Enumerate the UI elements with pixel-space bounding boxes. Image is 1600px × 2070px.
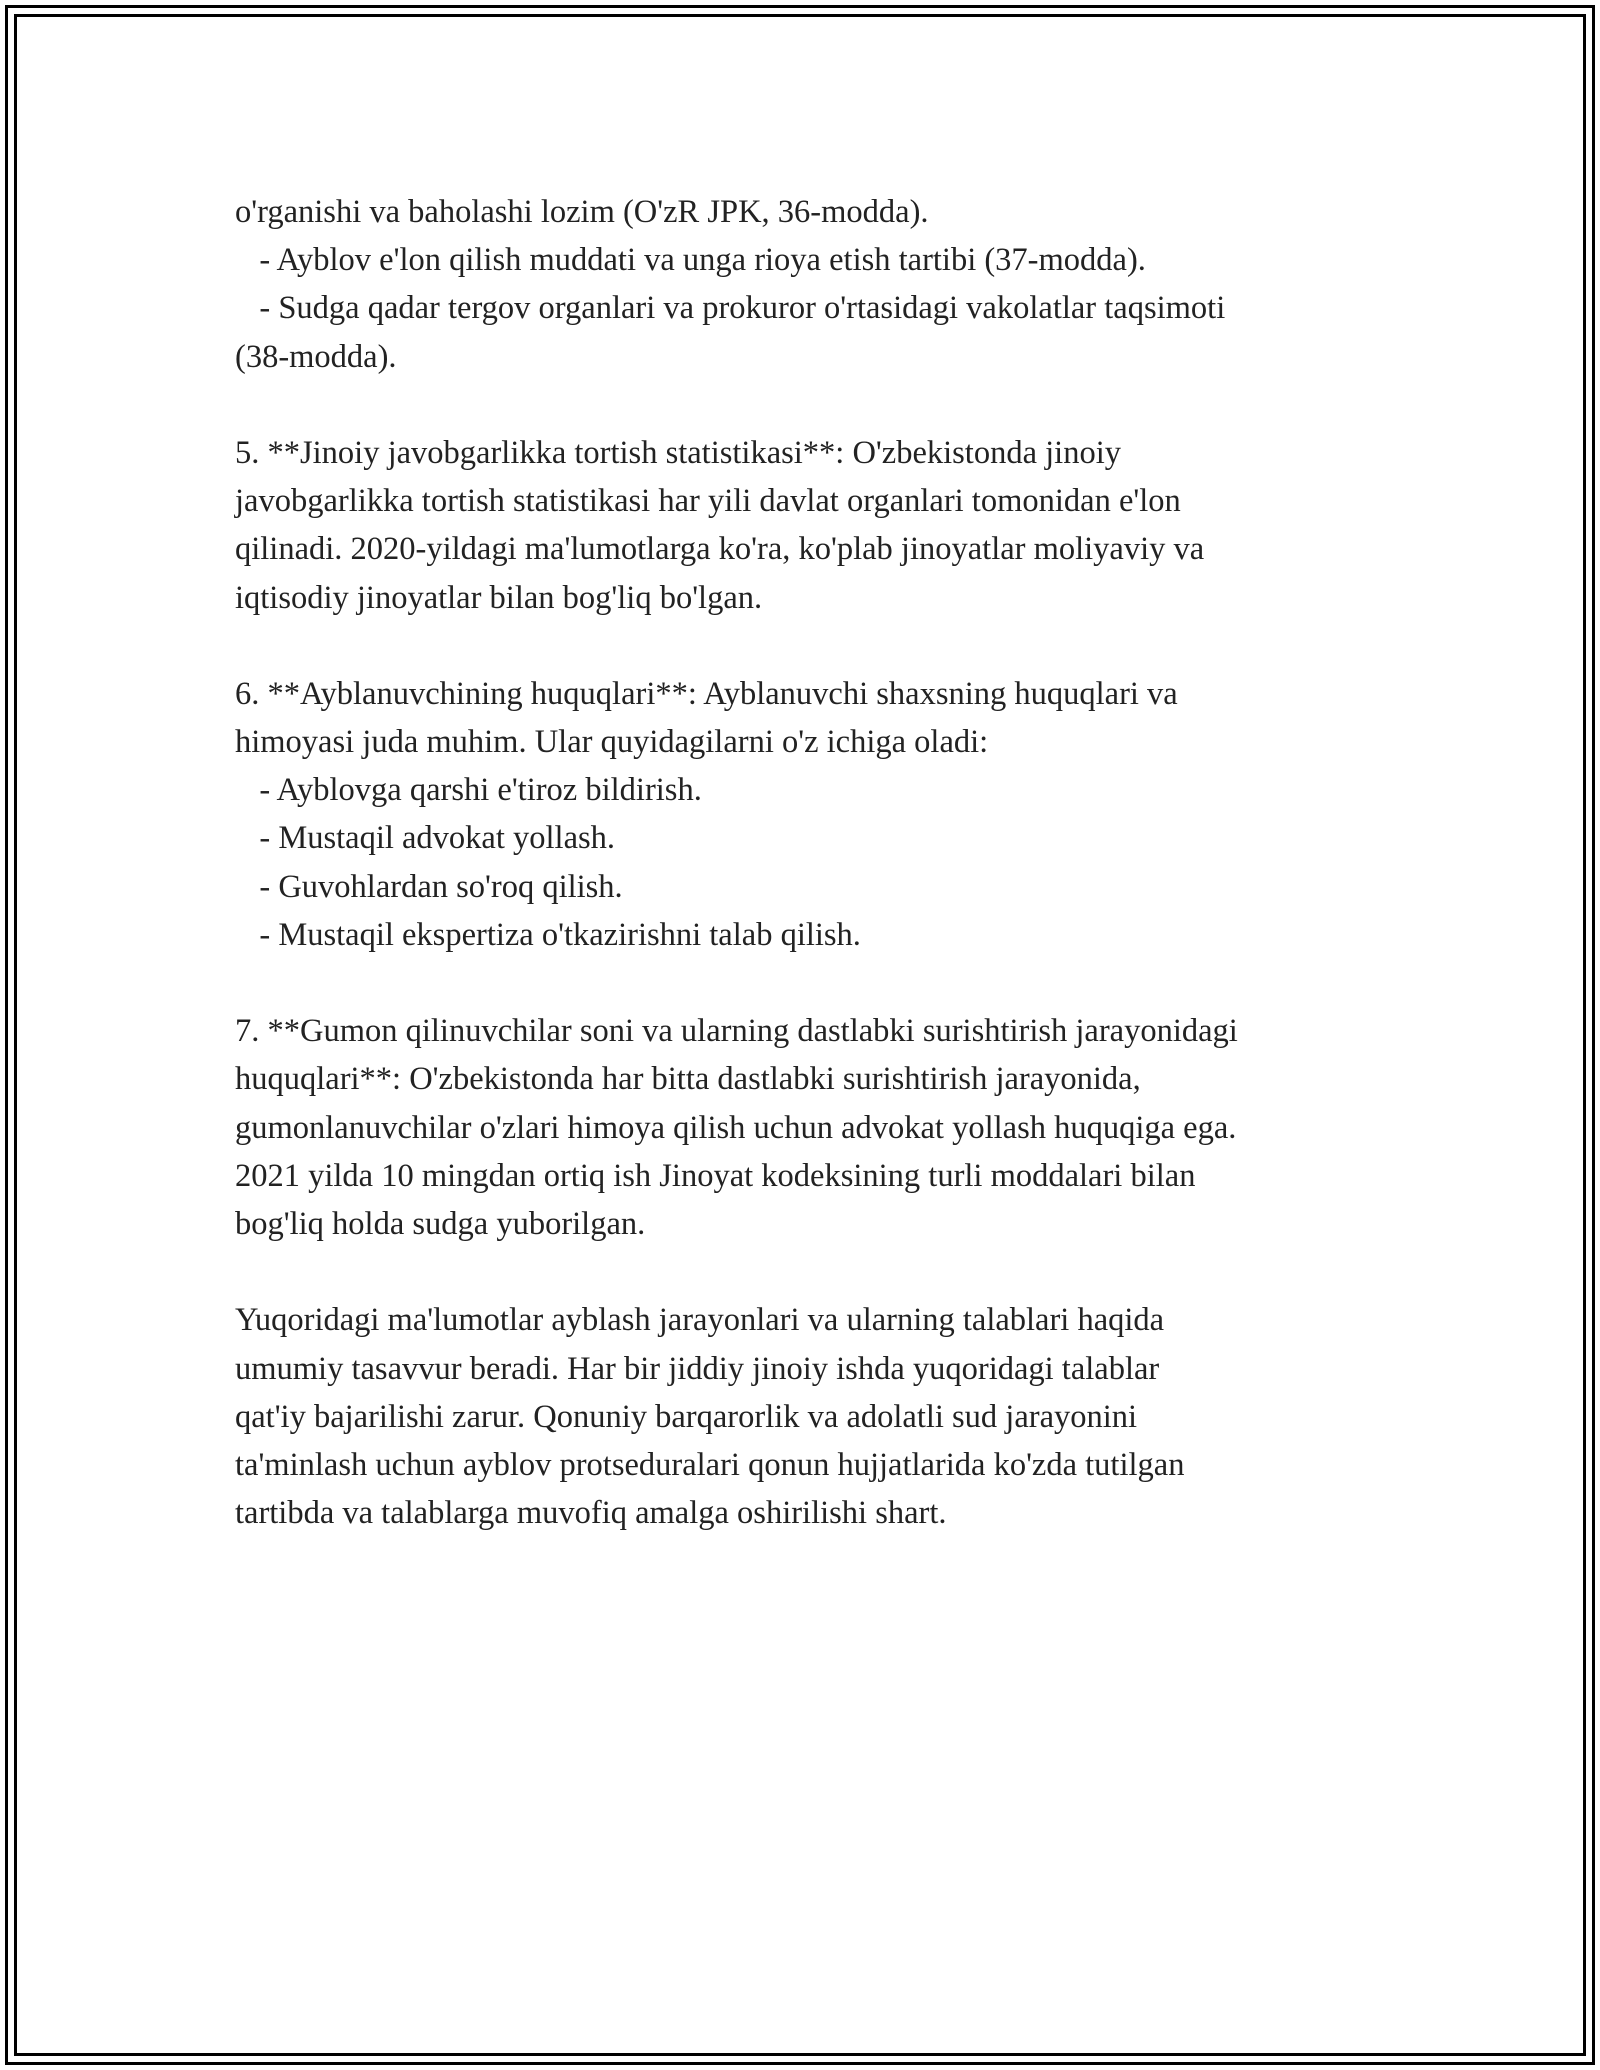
text-line: 6. **Ayblanuvchining huquqlari**: Ayblanuvchi shaxsning huquqlari va [235,675,1178,712]
continuation-paragraph [235,188,1395,381]
text-line: himoyasi juda muhim. Ular quyidagilarni o'z ichiga oladi: [235,724,989,761]
section-5-paragraph [235,429,1395,622]
paragraph-spacer [235,622,1395,670]
list-item: - Ayblov e'lon qilish muddati va unga rioya etish tartibi (37-modda). [235,242,1146,279]
text-line: tartibda va talablarga muvofiq amalga oshirilishi shart. [235,1495,947,1532]
list-item: - Sudga qadar tergov organlari va prokuror o'rtasidagi vakolatlar taqsimoti [235,290,1226,327]
text-line: bog'liq holda sudga yuborilgan. [235,1205,646,1242]
document-body [235,188,1395,1537]
list-item: - Mustaqil ekspertiza o'tkazirishni talab qilish. [235,916,861,953]
text-line: (38-modda). [235,338,397,375]
text-line: 5. **Jinoiy javobgarlikka tortish statistikasi**: O'zbekistonda jinoiy [235,434,1121,471]
list-item: - Mustaqil advokat yollash. [235,820,616,857]
text-line: huquqlari**: O'zbekistonda har bitta dastlabki surishtirish jarayonida, [235,1061,1141,1098]
text-line: Yuqoridagi ma'lumotlar ayblash jarayonlari va ularning talablari haqida [235,1302,1165,1339]
text-line: 7. **Gumon qilinuvchilar soni va ularning dastlabki surishtirish jarayonidagi [235,1013,1238,1050]
paragraph-spacer [235,1248,1395,1296]
text-line: iqtisodiy jinoyatlar bilan bog'liq bo'lgan. [235,579,763,616]
list-item: - Ayblovga qarshi e'tiroz bildirish. [235,772,702,809]
conclusion-paragraph [235,1296,1395,1537]
text-line: javobgarlikka tortish statistikasi har yili davlat organlari tomonidan e'lon [235,483,1181,520]
section-6-paragraph [235,670,1395,959]
text-line: ta'minlash uchun ayblov protseduralari qonun hujjatlarida ko'zda tutilgan [235,1446,1185,1483]
text-line: gumonlanuvchilar o'zlari himoya qilish uchun advokat yollash huquqiga ega. [235,1109,1237,1146]
list-item: - Guvohlardan so'roq qilish. [235,868,623,905]
text-line: 2021 yilda 10 mingdan ortiq ish Jinoyat kodeksining turli moddalari bilan [235,1157,1196,1194]
text-line: qilinadi. 2020-yildagi ma'lumotlarga ko'ra, ko'plab jinoyatlar moliyaviy va [235,531,1205,568]
text-line: o'rganishi va baholashi lozim (O'zR JPK, 36-modda). [235,194,929,230]
paragraph-spacer [235,381,1395,429]
text-line: umumiy tasavvur beradi. Har bir jiddiy jinoiy ishda yuqoridagi talablar [235,1350,1160,1387]
section-7-paragraph [235,1007,1395,1248]
paragraph-spacer [235,959,1395,1007]
text-line: qat'iy bajarilishi zarur. Qonuniy barqarorlik va adolatli sud jarayonini [235,1398,1138,1435]
